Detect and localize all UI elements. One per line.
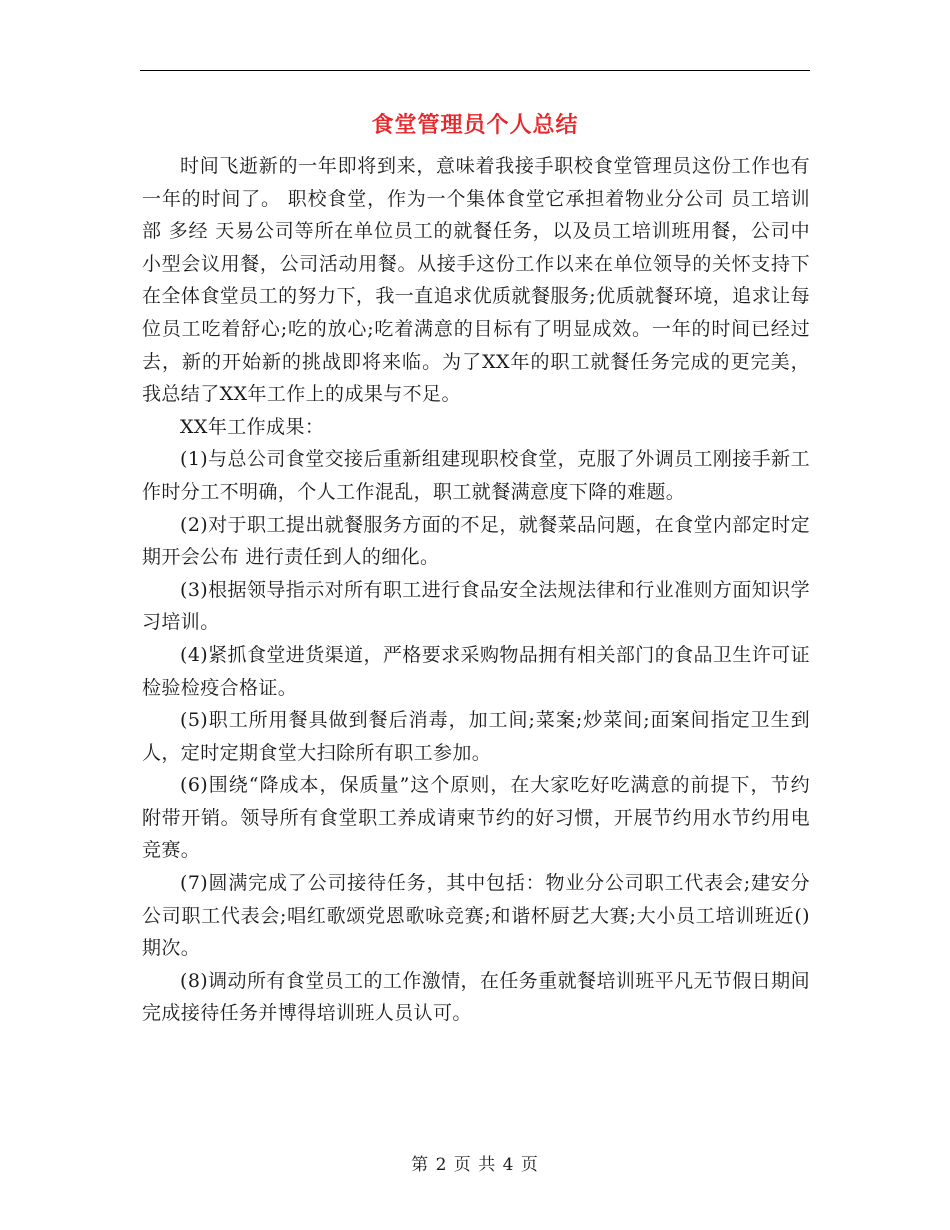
paragraph-achievements-heading: XX年工作成果： bbox=[180, 415, 325, 438]
paragraph-item-1: (1)与总公司食堂交接后重新组建现职校食堂，克服了外调员工刚接手新工作时分工不明确，个人工作混乱，职工就餐满意度下降的难题。 bbox=[142, 448, 810, 503]
paragraph-item-6: (6)围绕“降成本，保质量”这个原则，在大家吃好吃满意的前提下，节约附带开销。领导所有食堂职工养成请柬节约的好习惯，开展节约用水节约用电竞赛。 bbox=[142, 774, 810, 862]
document-body bbox=[142, 150, 810, 1030]
paragraph-item-3: (3)根据领导指示对所有职工进行食品安全法规法律和行业准则方面知识学习培训。 bbox=[142, 578, 810, 634]
paragraph-item-7: (7)圆满完成了公司接待任务，其中包括：物业分公司职工代表会;建安分公司职工代表会;唱红歌颂党恩歌咏竞赛;和谐杯厨艺大赛;大小员工培训班近()期次。 bbox=[142, 872, 810, 960]
paragraph-item-8: (8)调动所有食堂员工的工作激情，在任务重就餐培训班平凡无节假日期间完成接待任务并博得培训班人员认可。 bbox=[142, 969, 810, 1025]
document-title: 食堂管理员个人总结 bbox=[371, 112, 579, 138]
paragraph-item-2: (2)对于职工提出就餐服务方面的不足，就餐菜品问题，在食堂内部定时定期开会公布 进行责任到人的细化。 bbox=[142, 513, 810, 569]
header-rule bbox=[140, 70, 810, 71]
paragraph-item-5: (5)职工所用餐具做到餐后消毒，加工间;菜案;炒菜间;面案间指定卫生到人，定时定期食堂大扫除所有职工参加。 bbox=[142, 709, 810, 764]
paragraph-intro: 时间飞逝新的一年即将到来，意味着我接手职校食堂管理员这份工作也有一年的时间了。 职校食堂，作为一个集体食堂它承担着物业分公司 员工培训部 多经 天易公司等所在单位员工的就餐任务，以及员工培训班用餐，公司中小型会议用餐，公司活动用餐。从接手这份工作以来在单位领导的关怀支持下在全体食堂员工的努力下，我一直追求优质就餐服务;优质就餐环境，追求让每位员工吃着舒心;吃的放心;吃着满意的目标有了明显成效。一年的时间已经过去，新的开始新的挑战即将来临。为了XX年的职工就餐任务完成的更完美，我总结了XX年工作上的成果与不足。 bbox=[142, 155, 810, 406]
page-number-footer: 第 2 页 共 4 页 bbox=[411, 1155, 539, 1175]
paragraph-item-4: (4)紧抓食堂进货渠道，严格要求采购物品拥有相关部门的食品卫生许可证检验检疫合格证。 bbox=[142, 643, 810, 699]
